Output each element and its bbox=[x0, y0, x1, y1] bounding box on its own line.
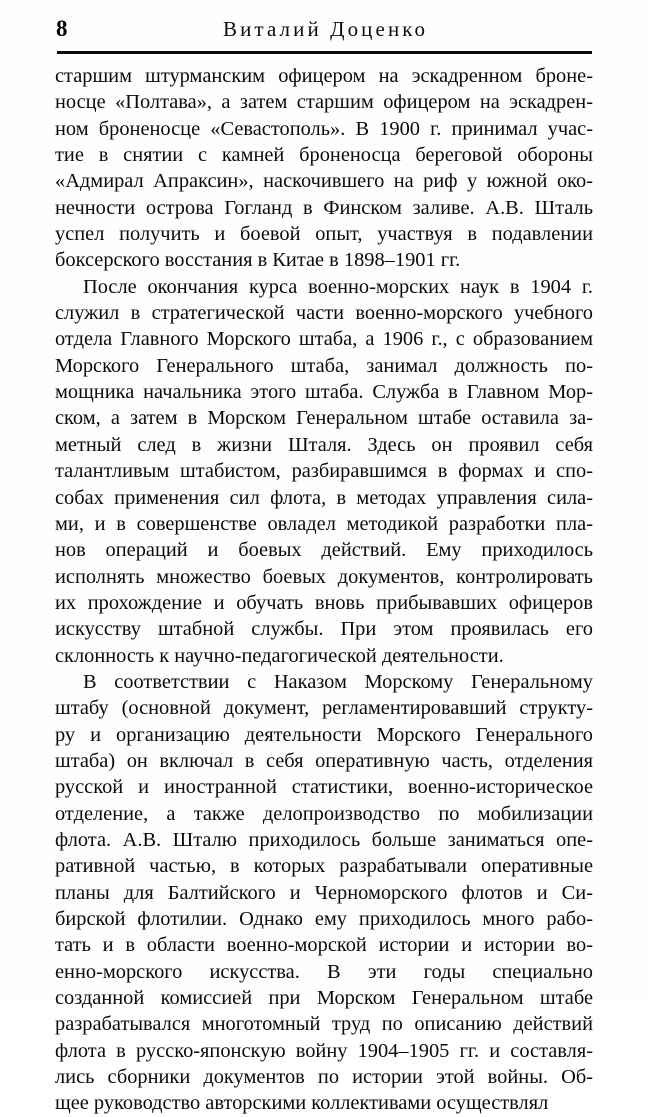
text-line: мощника начальника этого штаба. Служба в Главном Мор- bbox=[55, 381, 593, 404]
text-line: исполнять множество боевых документов, контролировать bbox=[55, 565, 593, 588]
text-line: Морского Генерального штаба, занимал должность по- bbox=[55, 354, 593, 377]
running-head bbox=[56, 14, 592, 44]
paragraph bbox=[55, 63, 593, 274]
text-line: носце «Полтава», а затем старшим офицером на эскадрен- bbox=[55, 91, 593, 114]
text-line: «Адмирал Апраксин», наскочившего на риф у южной око- bbox=[55, 170, 593, 193]
text-line: склонность к научно-педагогической деятельности. bbox=[55, 644, 504, 667]
paragraph bbox=[55, 669, 593, 1117]
page-number: 8 bbox=[56, 16, 68, 41]
text-line: штабу (основной документ, регламентировавший структу- bbox=[55, 697, 593, 720]
text-line: ру и организацию деятельности Морского Генерального bbox=[55, 723, 593, 746]
text-line: метный след в жизни Шталя. Здесь он проявил себя bbox=[55, 433, 593, 456]
text-line: После окончания курса военно-морских наук в 1904 г. bbox=[83, 275, 593, 298]
text-line: боксерского восстания в Китае в 1898–1901 гг. bbox=[55, 249, 461, 272]
text-line: В соответствии с Наказом Морскому Генеральному bbox=[83, 670, 593, 693]
text-line: созданной комиссией при Морском Генеральном штабе bbox=[55, 987, 593, 1010]
running-head-title: Виталий Доценко bbox=[222, 17, 429, 41]
text-line: ративной частью, в которых разрабатывали оперативные bbox=[55, 855, 593, 878]
text-line: тать и в области военно-морской истории и истории во- bbox=[55, 934, 593, 957]
text-line: нов операций и боевых действий. Ему приходилось bbox=[55, 539, 593, 562]
text-line: тие в снятии с камней броненосца береговой обороны bbox=[55, 144, 593, 167]
text-line: лись сборники документов по истории этой войны. Об- bbox=[55, 1066, 593, 1089]
header-rule bbox=[57, 51, 592, 54]
text-line: их прохождение и обучать вновь прибывавших офицеров bbox=[55, 591, 593, 614]
text-line: штаба) он включал в себя оперативную часть, отделения bbox=[55, 749, 593, 772]
text-line: енно-морского искусства. В эти годы специально bbox=[55, 960, 593, 983]
text-line: успел получить и боевой опыт, участвуя в подавлении bbox=[55, 223, 593, 246]
text-line: искусству штабной службы. При этом проявилась его bbox=[55, 618, 593, 641]
text-line: старшим штурманским офицером на эскадренном броне- bbox=[55, 65, 593, 87]
text-line: флота. А.В. Шталю приходилось больше заниматься опе- bbox=[55, 828, 593, 851]
text-line: служил в стратегической части военно-морского учебного bbox=[55, 302, 593, 325]
text-line: нечности острова Гогланд в Финском заливе. А.В. Шталь bbox=[55, 196, 593, 219]
text-line: бирской флотилии. Однако ему приходилось много рабо- bbox=[55, 908, 593, 930]
text-line: ском, а затем в Морском Генеральном штабе оставила за- bbox=[55, 407, 593, 430]
text-line: отделение, а также делопроизводство по мобилизации bbox=[55, 802, 593, 825]
text-line: русской и иностранной статистики, военно-историческое bbox=[55, 776, 593, 799]
text-line: щее руководство авторскими коллективами осуществлял bbox=[55, 1092, 549, 1115]
text-line: флота в русско-японскую войну 1904–1905 гг. и составля- bbox=[55, 1039, 593, 1062]
text-line: планы для Балтийского и Черноморского флотов и Си- bbox=[55, 881, 593, 904]
body-text bbox=[55, 63, 593, 1117]
text-line: ми, и в совершенстве овладел методикой разработки пла- bbox=[55, 512, 593, 535]
text-line: отдела Главного Морского штаба, а 1906 г., с образованием bbox=[55, 328, 593, 351]
text-line: талантливым штабистом, разбиравшимся в формах и спо- bbox=[55, 460, 593, 483]
text-line: разрабатывался многотомный труд по описанию действий bbox=[55, 1013, 593, 1036]
paragraph bbox=[55, 274, 593, 669]
text-line: собах применения сил флота, в методах управления сила- bbox=[55, 486, 593, 509]
text-line: ном броненосце «Севастополь». В 1900 г. принимал учас- bbox=[55, 117, 593, 140]
